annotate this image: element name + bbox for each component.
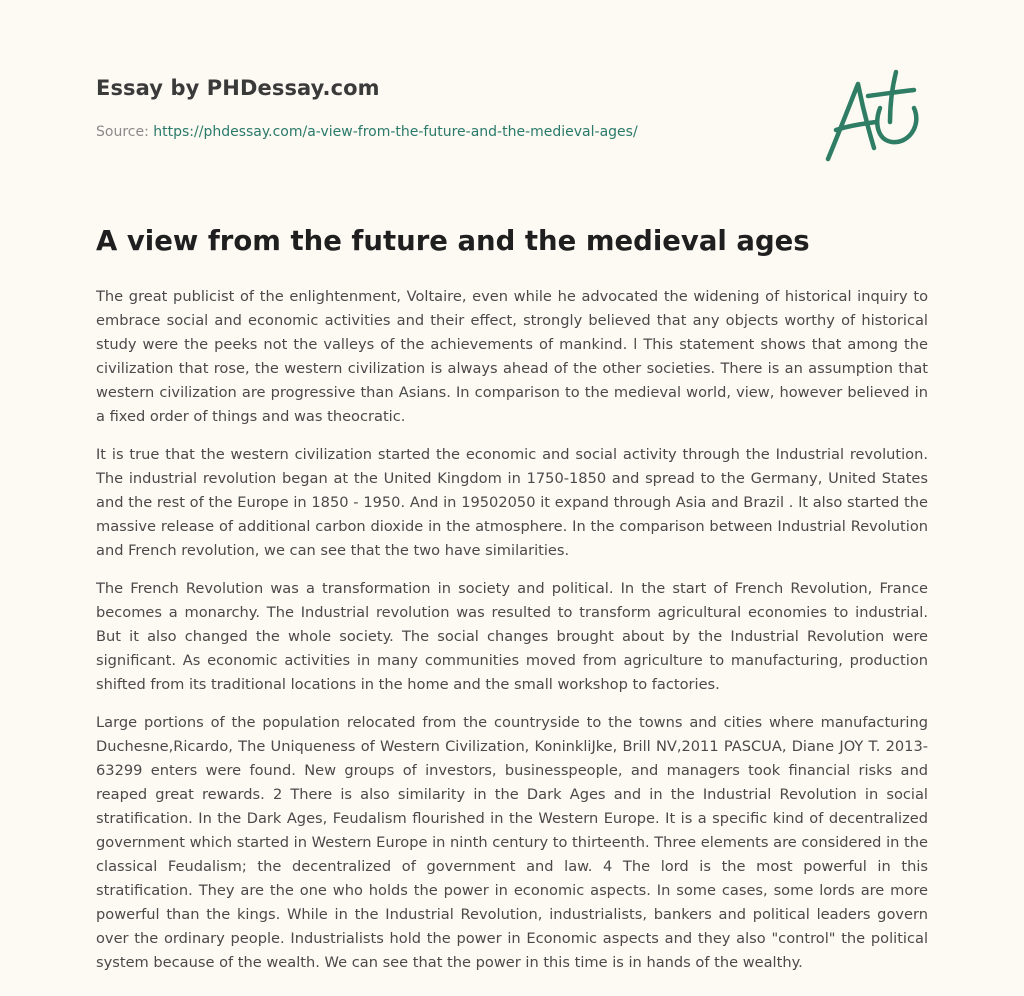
essay-paragraph: The French Revolution was a transformation in society and political. In the start of French Revolution, France becomes a monarchy. The Industrial revolution was resulted to transform agricultural economies to industrial. But it also changed the whole society. The social changes brought about by the Industrial Revolution were significant. As economic activities in many communities moved from agriculture to manufacturing, production shifted from its traditional locations in the home and the small workshop to factories. bbox=[96, 580, 928, 693]
source-link[interactable]: https://phdessay.com/a-view-from-the-future-and-the-medieval-ages/ bbox=[153, 124, 638, 140]
site-brand: Essay by PHDessay.com bbox=[96, 76, 380, 100]
essay-title: A view from the future and the medieval ages bbox=[96, 225, 810, 257]
source-label: Source: bbox=[96, 124, 149, 140]
essay-paragraph: Large portions of the population relocated from the countryside to the towns and cities where manufacturing Duchesne,Ricardo, The Uniqueness of Western Civilization, KoninkliJke, Brill NV,2011 PASCUA, Diane JOY T. 2013-63299 enters were found. New groups of investors, businesspeople, and managers took financial risks and reaped great rewards. 2 There is also similarity in the Dark Ages and in the Industrial Revolution in social stratification. In the Dark Ages, Feudalism flourished in the Western Europe. It is a specific kind of decentralized government which started in Western Europe in ninth century to thirteenth. Three elements are considered in the classical Feudalism; the decentralized of government and law. 4 The lord is the most powerful in this stratification. They are the one who holds the power in economic aspects. In some cases, some lords are more powerful than the kings. While in the Industrial Revolution, industrialists, bankers and political leaders govern over the ordinary people. Industrialists hold the power in Economic aspects and they also "control" the political system because of the wealth. We can see that the power in this time is in hands of the wealthy. bbox=[96, 714, 928, 971]
a-plus-logo-icon bbox=[818, 68, 928, 164]
essay-body bbox=[96, 285, 928, 989]
essay-paragraph: It is true that the western civilization started the economic and social activity through the Industrial revolution. The industrial revolution began at the United Kingdom in 1750-1850 and spread to the Germany, United States and the rest of the Europe in 1850 - 1950. And in 19502050 it expand through Asia and Brazil . lt also started the massive release of additional carbon dioxide in the atmosphere. In the comparison between Industrial Revolution and French revolution, we can see that the two have similarities. bbox=[96, 446, 928, 559]
essay-paragraph: The great publicist of the enlightenment, Voltaire, even while he advocated the widening of historical inquiry to embrace social and economic activities and their effect, strongly believed that any objects worthy of historical study were the peeks not the valleys of the achievements of mankind. l This statement shows that among the civilization that rose, the western civilization is always ahead of the other societies. There is an assumption that western civilization are progressive than Asians. In comparison to the medieval world, view, however believed in a fixed order of things and was theocratic. bbox=[96, 288, 928, 425]
source-line bbox=[96, 124, 638, 140]
